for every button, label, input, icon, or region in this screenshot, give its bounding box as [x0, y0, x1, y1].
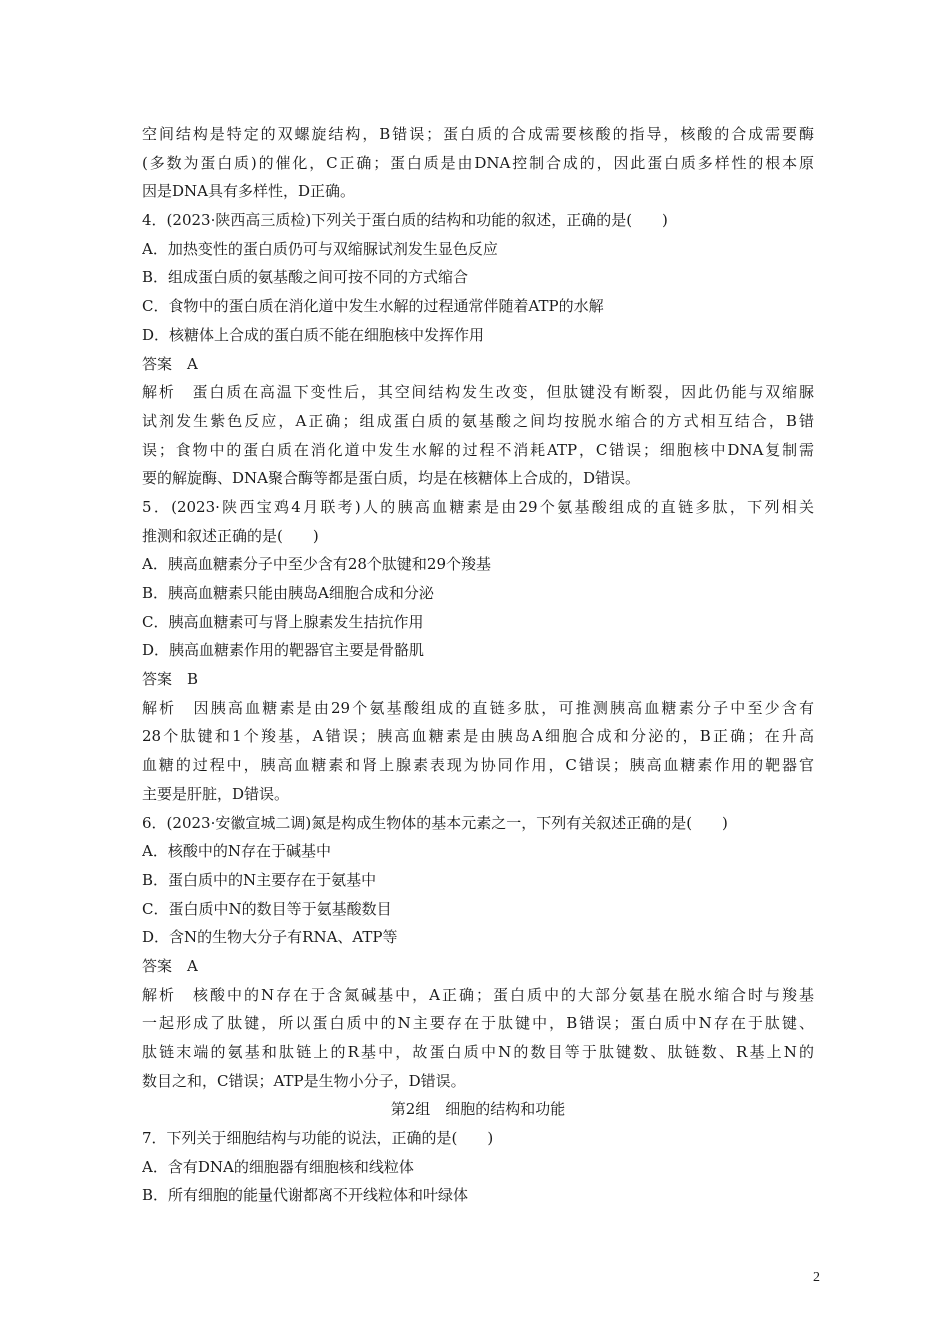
question-5-analysis-line: 解析 因胰高血糖素是由29个氨基酸组成的直链多肽，可推测胰高血糖素分子中至少含有 — [142, 698, 814, 717]
question-6-option-b: B．蛋白质中的N主要存在于氨基中 — [142, 870, 377, 889]
question-6-analysis-line: 解析 核酸中的N存在于含氮碱基中，A正确；蛋白质中的大部分氨基在脱水缩合时与羧基 — [142, 985, 814, 1004]
question-6-analysis-line: 一起形成了肽键，所以蛋白质中的N主要存在于肽键中，B错误；蛋白质中N存在于肽键、 — [142, 1014, 814, 1033]
question-5-option-a: A．胰高血糖素分子中至少含有28个肽键和29个羧基 — [142, 555, 492, 574]
question-5-option-b: B．胰高血糖素只能由胰岛A细胞合成和分泌 — [142, 584, 434, 602]
question-4-analysis-line: 要的解旋酶、DNA聚合酶等都是蛋白质，均是在核糖体上合成的，D错误。 — [142, 469, 641, 488]
question-6-answer: 答案 A — [142, 956, 198, 975]
answer-continuation-line: 空间结构是特定的双螺旋结构，B错误；蛋白质的合成需要核酸的指导，核酸的合成需要酶 — [142, 125, 814, 143]
question-5-answer: 答案 B — [142, 670, 199, 689]
question-7-stem: 7．下列关于细胞结构与功能的说法，正确的是( ) — [142, 1129, 494, 1148]
question-4-option-b: B．组成蛋白质的氨基酸之间可按不同的方式缩合 — [142, 268, 469, 287]
answer-continuation-line: (多数为蛋白质)的催化，C正确；蛋白质是由DNA控制合成的，因此蛋白质多样性的根本原 — [142, 153, 814, 172]
question-4-stem: 4．(2023·陕西高三质检)下列关于蛋白质的结构和功能的叙述，正确的是( ) — [142, 211, 668, 230]
question-4-answer: 答案 A — [142, 354, 198, 373]
question-7-option-b: B．所有细胞的能量代谢都离不开线粒体和叶绿体 — [142, 1186, 469, 1205]
answer-continuation-line: 因是DNA具有多样性，D正确。 — [142, 182, 356, 201]
question-5-analysis-line: 28个肽键和1个羧基，A错误；胰高血糖素是由胰岛A细胞合成和分泌的，B正确；在升高 — [142, 727, 814, 746]
question-5-analysis-line: 血糖的过程中，胰高血糖素和肾上腺素表现为协同作用，C错误；胰高血糖素作用的靶器官 — [142, 756, 814, 775]
question-6-stem: 6．(2023·安徽宣城二调)氮是构成生物体的基本元素之一，下列有关叙述正确的是( ) — [142, 813, 728, 832]
question-4-option-a: A．加热变性的蛋白质仍可与双缩脲试剂发生显色反应 — [142, 239, 498, 258]
question-5-option-d: D．胰高血糖素作用的靶器官主要是骨骼肌 — [142, 641, 425, 660]
section-heading: 第2组 细胞的结构和功能 — [390, 1100, 566, 1119]
question-6-analysis-line: 数目之和，C错误；ATP是生物小分子，D错误。 — [142, 1071, 466, 1090]
question-6-analysis-line: 肽链末端的氨基和肽链上的R基中，故蛋白质中N的数目等于肽键数、肽链数、R基上N的 — [142, 1043, 814, 1061]
question-6-option-d: D．含N的生物大分子有RNA、ATP等 — [142, 928, 398, 947]
question-4-option-d: D．核糖体上合成的蛋白质不能在细胞核中发挥作用 — [142, 325, 485, 344]
page-number: 2 — [813, 1270, 820, 1285]
page-content — [142, 120, 814, 1210]
question-5-stem: 推测和叙述正确的是( ) — [142, 526, 319, 545]
question-4-analysis-line: 试剂发生紫色反应，A正确；组成蛋白质的氨基酸之间均按脱水缩合的方式相互结合，B错 — [142, 411, 814, 430]
question-4-analysis-line: 解析 蛋白质在高温下变性后，其空间结构发生改变，但肽键没有断裂，因此仍能与双缩脲 — [142, 383, 814, 402]
question-6-option-c: C．蛋白质中N的数目等于氨基酸数目 — [142, 899, 392, 918]
question-7-option-a: A．含有DNA的细胞器有细胞核和线粒体 — [142, 1157, 414, 1176]
question-4-analysis-line: 误；食物中的蛋白质在消化道中发生水解的过程不消耗ATP，C错误；细胞核中DNA复制需 — [142, 440, 814, 459]
question-5-stem: 5．(2023·陕西宝鸡4月联考)人的胰高血糖素是由29个氨基酸组成的直链多肽，下列相关 — [142, 497, 814, 516]
question-5-option-c: C．胰高血糖素可与肾上腺素发生拮抗作用 — [142, 612, 424, 631]
question-5-analysis-line: 主要是肝脏，D错误。 — [142, 784, 290, 803]
question-6-option-a: A．核酸中的N存在于碱基中 — [142, 842, 331, 861]
question-4-option-c: C．食物中的蛋白质在消化道中发生水解的过程通常伴随着ATP的水解 — [142, 297, 604, 316]
